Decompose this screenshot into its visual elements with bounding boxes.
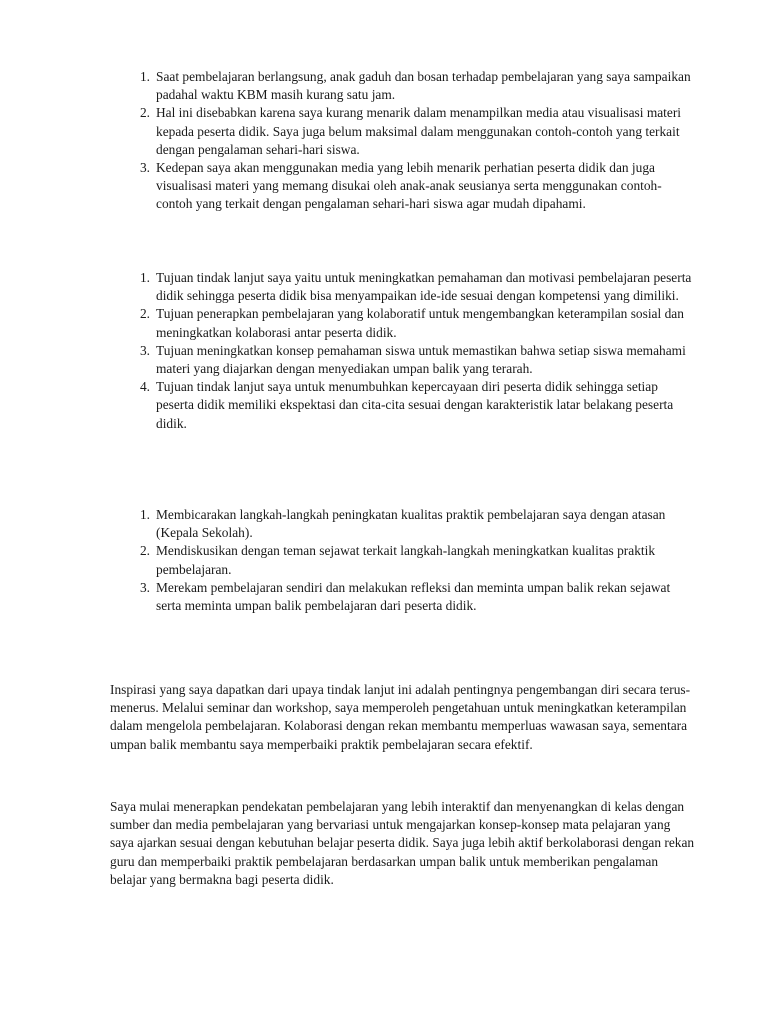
list-item-text: Kedepan saya akan menggunakan media yang lebih menarik perhatian peserta didik dan juga visualisasi materi yang memang disukai oleh anak-anak seusianya serta menggunakan contoh-contoh yang terkait dengan pengalaman sehari-hari siswa agar mudah dipahami.: [156, 160, 662, 212]
numbered-list-reflection: [139, 68, 696, 214]
list-item: [139, 506, 696, 542]
paragraph-implementation: Saya mulai menerapkan pendekatan pembelajaran yang lebih interaktif dan menyenangkan di kelas dengan sumber dan media pembelajaran yang bervariasi untuk mengajarkan konsep-konsep mata pelajaran yang saya ajarkan sesuai dengan kebutuhan belajar peserta didik. Saya juga lebih aktif berkolaborasi dengan rekan guru dan memperbaiki praktik pembelajaran berdasarkan umpan balik untuk memberikan pengalaman belajar yang bermakna bagi peserta didik.: [110, 799, 695, 887]
list-number: 3.: [139, 342, 150, 358]
list-item-text: Membicarakan langkah-langkah peningkatan kualitas praktik pembelajaran saya dengan atasan (Kepala Sekolah).: [156, 507, 666, 541]
numbered-list-actions: [139, 506, 696, 615]
list-number: 4.: [139, 379, 150, 395]
list-item: [139, 104, 696, 159]
list-number: 1.: [139, 270, 150, 285]
list-number: 1.: [139, 69, 150, 84]
list-item: [139, 269, 696, 305]
list-item: [139, 378, 696, 433]
numbered-list-goals: [139, 269, 696, 433]
list-number: 3.: [139, 579, 150, 595]
list-number: 2.: [139, 105, 150, 121]
list-item: [139, 68, 696, 104]
list-item: [139, 305, 696, 341]
list-item-text: Tujuan tindak lanjut saya yaitu untuk meningkatkan pemahaman dan motivasi pembelajaran peserta didik sehingga peserta didik bisa menyampaikan ide-ide sesuai dengan kompetensi yang dimiliki.: [156, 270, 692, 304]
list-item: [139, 342, 696, 378]
list-number: 3.: [139, 160, 150, 176]
list-item: [139, 579, 696, 615]
list-item-text: Saat pembelajaran berlangsung, anak gaduh dan bosan terhadap pembelajaran yang saya sampaikan padahal waktu KBM masih kurang satu jam.: [156, 69, 691, 103]
list-item-text: Tujuan penerapkan pembelajaran yang kolaboratif untuk mengembangkan keterampilan sosial dan meningkatkan kolaborasi antar peserta didik.: [156, 306, 684, 340]
list-number: 2.: [139, 306, 150, 322]
list-item-text: Tujuan meningkatkan konsep pemahaman siswa untuk memastikan bahwa setiap siswa memahami materi yang diajarkan dengan menyediakan umpan balik yang terarah.: [156, 342, 686, 377]
list-number: 2.: [139, 543, 150, 559]
list-number: 1.: [139, 507, 150, 522]
list-item-text: Merekam pembelajaran sendiri dan melakukan refleksi dan meminta umpan balik rekan sejawat serta meminta umpan balik pembelajaran dari peserta didik.: [156, 579, 671, 614]
list-item: [139, 542, 696, 578]
list-item: [139, 159, 696, 214]
list-item-text: Tujuan tindak lanjut saya untuk menumbuhkan kepercayaan diri peserta didik sehingga setiap peserta didik memiliki ekspektasi dan cita-cita sesuai dengan karakteristik latar belakang peserta didik.: [156, 379, 674, 431]
list-item-text: Hal ini disebabkan karena saya kurang menarik dalam menampilkan media atau visualisasi materi kepada peserta didik. Saya juga belum maksimal dalam menggunakan contoh-contoh yang terkait dengan pengalaman sehari-hari siswa.: [156, 105, 682, 157]
paragraph-inspiration: Inspirasi yang saya dapatkan dari upaya tindak lanjut ini adalah pentingnya pengembangan diri secara terus-menerus. Melalui seminar dan workshop, saya memperoleh pengetahuan untuk meningkatkan keterampilan dalam mengelola pembelajaran. Kolaborasi dengan rekan membantu memperluas wawasan saya, sementara umpan balik membantu saya memperbaiki praktik pembelajaran secara efektif.: [110, 682, 691, 752]
list-item-text: Mendiskusikan dengan teman sejawat terkait langkah-langkah meningkatkan kualitas praktik pembelajaran.: [156, 543, 656, 577]
